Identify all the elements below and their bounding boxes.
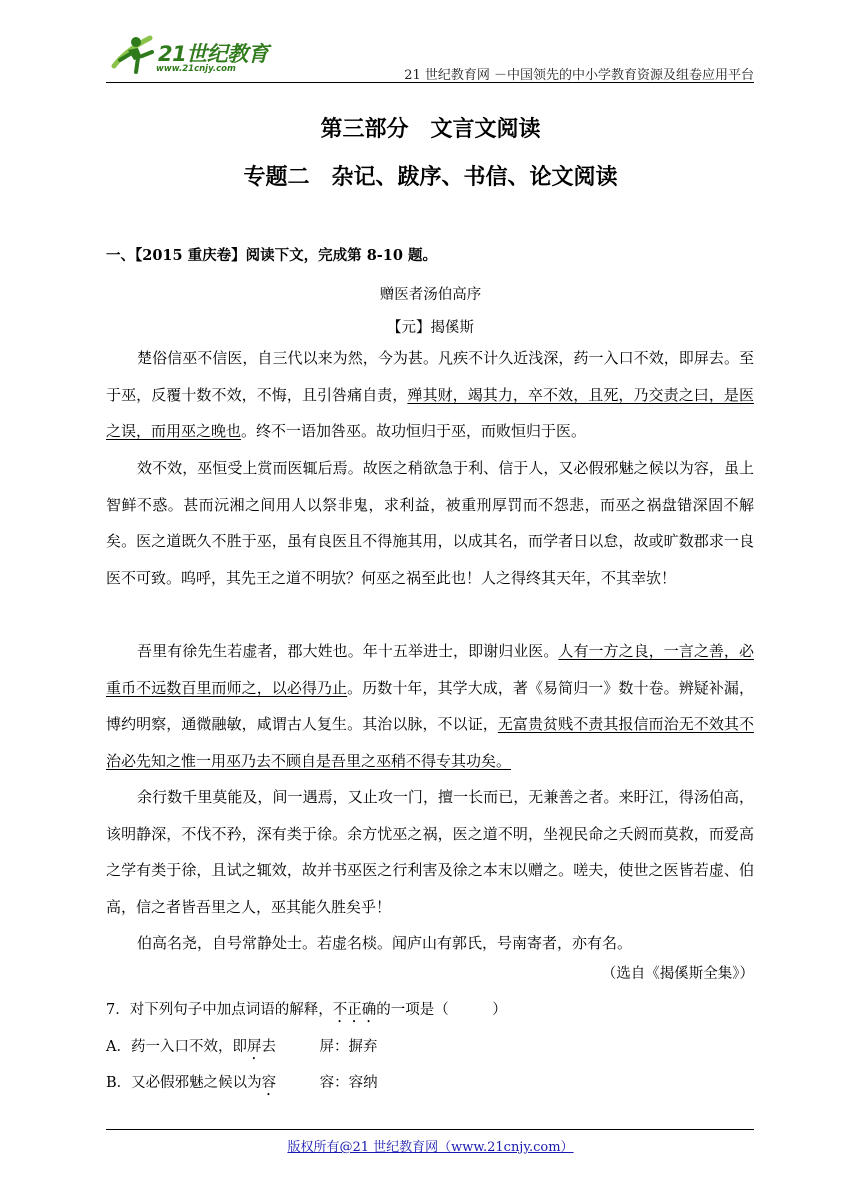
runner-logo-icon xyxy=(106,30,158,78)
question-group-heading: 一、【2015 重庆卷】阅读下文，完成第 8-10 题。 xyxy=(106,247,438,264)
header-tagline: 21 世纪教育网 －中国领先的中小学教育资源及组卷应用平台 xyxy=(404,68,754,83)
underlined-sentence: 殚其财，竭其力，卒不效，且死，乃交责之曰，是医之误，而用巫之晚也 xyxy=(106,385,754,441)
essay-paragraph-3: 吾里有徐先生若虚者，郡大姓也。年十五举进士，即谢归业医。人有一方之良，一言之善，必重币不远数百里而师之，以必得乃止。历数十年，其学大成，著《易简归一》数十卷。辨疑补漏，博约明察，通微融敏，咸谓古人复生。其治以脉，不以证，无富贵贫贱不责其报信而治无不效其不治必先知之惟一用巫乃去不顾自是吾里之巫稍不得专其功矣。 xyxy=(106,642,754,770)
underlined-unpunctuated-passage: 无富贵贫贱不责其报信而治无不效其不治必先知之惟一用巫乃去不顾自是吾里之巫稍不得专其功矣。 xyxy=(106,715,754,770)
site-logo[interactable] xyxy=(106,30,286,78)
question-7-option-a: A．药一入口不效，即屏去 屏：摒弃 xyxy=(106,1039,378,1055)
essay-paragraph-2: 效不效，巫恒受上赏而医辄后焉。故医之稍欲急于利、信于人，又必假邪魅之候以为容，虽上智鲜不惑。甚而沅湘之间用人以祭非鬼，求利益，被重刑厚罚而不怨悲，而巫之祸盘错深固不解矣。医之道既久不胜于巫，虽有良医且不得施其用，以成其名，而学者日以怠，故或旷数郡求一良医不可致。呜呼，其先王之道不明欤？何巫之祸至此也！人之得终其天年，不其幸欤！ xyxy=(106,459,754,587)
question-7-option-b: B．又必假邪魅之候以为容 容：容纳 xyxy=(106,1075,378,1091)
copyright-link[interactable]: 版权所有@21 世纪教育网（www.21cnjy.com） xyxy=(287,1140,574,1155)
page-header xyxy=(106,30,754,83)
page-footer xyxy=(0,1136,861,1155)
essay-author: 【元】揭傒斯 xyxy=(387,320,474,336)
logo-url-text: www.21cnjy.com xyxy=(156,64,236,74)
part-title: 第三部分 文言文阅读 xyxy=(320,117,541,142)
essay-title: 赠医者汤伯高序 xyxy=(379,287,482,303)
essay-paragraph-4: 余行数千里莫能及，间一遇焉，又止攻一门，擅一长而已，无兼善之者。来盱江，得汤伯高，该明静深，不伐不矜，深有类于徐。余方忧巫之祸，医之道不明，坐视民命之夭阏而莫救，而爱高之学有类于徐，且试之辄效，故并书巫医之行利害及徐之本末以赠之。嗟夫，使世之医皆若虚、伯高，信之者皆吾里之人，巫其能久胜矣乎！ xyxy=(106,788,754,916)
footer-divider xyxy=(106,1129,754,1130)
essay-paragraph-1: 楚俗信巫不信医，自三代以来为然，今为甚。凡疾不计久近浅深，药一入口不效，即屏去。至于巫，反覆十数不效，不悔，且引咎痛自责，殚其财，竭其力，卒不效，且死，乃交责之曰，是医之误，而用巫之晚也。终不一语加咎巫。故功恒归于巫，而败恒归于医。 xyxy=(106,349,754,441)
underlined-sentence: 人有一方之良，一言之善，必重币不远数百里而师之，以必得乃止 xyxy=(106,642,754,697)
question-7-stem: 7．对下列句子中加点词语的解释，不正确的一项是（ ） xyxy=(106,1002,507,1018)
emphasized-text: 不正确 xyxy=(332,1002,377,1018)
essay-paragraph-5: 伯高名尧，自号常静处士。若虚名棪。闻庐山有郭氏，号南寄者，亦有名。 xyxy=(137,934,633,952)
dotted-word: 容 xyxy=(261,1075,277,1091)
dotted-word: 屏 xyxy=(246,1039,262,1055)
topic-title: 专题二 杂记、跋序、书信、论文阅读 xyxy=(243,165,618,190)
logo-brand-text: 21世纪教育 xyxy=(158,42,269,66)
source-citation: （选自《揭傒斯全集》） xyxy=(601,966,754,982)
